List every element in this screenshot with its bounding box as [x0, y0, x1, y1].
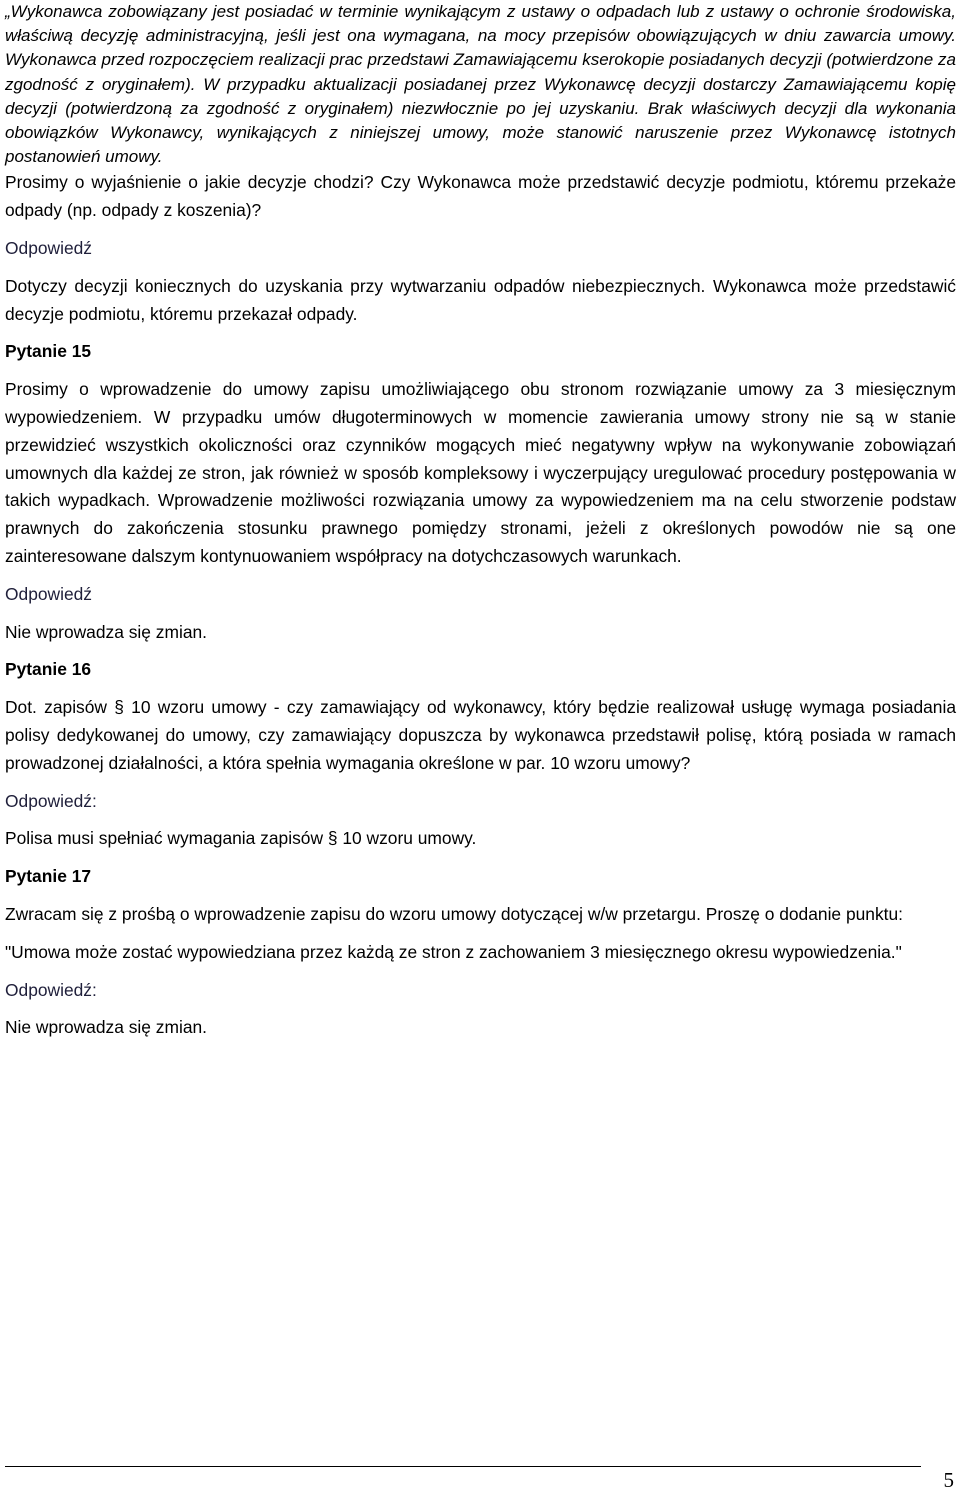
footer-rule — [5, 1466, 921, 1467]
question-16-heading: Pytanie 16 — [5, 659, 92, 680]
question-17-paragraph: Zwracam się z prośbą o wprowadzenie zapisu do wzoru umowy dotyczącej w/w przetargu. Proszę o dodanie punktu: — [5, 903, 903, 924]
answer-15-paragraph: Nie wprowadza się zmian. — [5, 621, 208, 642]
page-number: 5 — [943, 1468, 954, 1492]
answer-paragraph: Dotyczy decyzji koniecznych do uzyskania przy wytwarzaniu odpadów niebezpiecznych. Wykonawca może przedstawić decyzje podmiotu, któremu przekazał odpady. — [5, 275, 956, 324]
answer-heading: Odpowiedź — [5, 238, 93, 259]
intro-question-paragraph: Prosimy o wyjaśnienie o jakie decyzje chodzi? Czy Wykonawca może przedstawić decyzje podmiotu, któremu przekaże odpady (np. odpady z koszenia)? — [5, 172, 956, 221]
question-15-paragraph: Prosimy o wprowadzenie do umowy zapisu umożliwiającego obu stronom rozwiązanie umowy za 3 miesięcznym wypowiedzeniem. W przypadku umów długoterminowych w momencie zawierania umowy strony nie są w stanie przewidzieć wszystkich okoliczności oraz czynników mogących mieć negatywny wpływ na wykonywanie zobowiązań umownych dla każdej ze stron, jak również w sposób kompleksowy i wyczerpujący uregulować procedury postępowania w takich wypadkach. Wprowadzenie możliwości rozwiązania umowy za wypowiedzeniem ma na celu stworzenie podstaw prawnych do zakończenia stosunku prawnego pomiędzy stronami, jeżeli z określonych powodów nie są one zainteresowane dalszym kontynuowaniem współpracy na dotychczasowych warunkach. — [5, 379, 956, 566]
answer-15-heading: Odpowiedź — [5, 583, 93, 604]
question-17-quote: "Umowa może zostać wypowiedziana przez każdą ze stron z zachowaniem 3 miesięcznego okresu wypowiedzenia." — [5, 941, 902, 962]
question-16-paragraph: Dot. zapisów § 10 wzoru umowy - czy zamawiający od wykonawcy, który będzie realizował usługę wymaga posiadania polisy dedykowanej do umowy, czy zamawiający dopuszcza by wykonawca przedstawił polisę, którą posiada w ramach prowadzonej działalności, a która spełnia wymagania określone w par. 10 wzoru umowy? — [5, 697, 956, 773]
answer-16-paragraph: Polisa musi spełniać wymagania zapisów § 10 wzoru umowy. — [5, 828, 477, 849]
question-17-heading: Pytanie 17 — [5, 866, 92, 887]
document-page — [5, 0, 956, 1042]
answer-17-paragraph: Nie wprowadza się zmian. — [5, 1017, 208, 1038]
question-15-heading: Pytanie 15 — [5, 341, 92, 362]
answer-17-heading: Odpowiedź: — [5, 979, 97, 1000]
intro-quote-paragraph: „Wykonawca zobowiązany jest posiadać w terminie wynikającym z ustawy o odpadach lub z ustawy o ochronie środowiska, właściwą decyzję administracyjną, jeśli jest ona wymagana, na mocy przepisów obowiązujących w dniu zawarcia umowy. Wykonawca przed rozpoczęciem realizacji prac przedstawi Zamawiającemu kserokopie posiadanych decyzji (potwierdzone za zgodność z oryginałem). W przypadku aktualizacji posiadanej przez Wykonawcę decyzji dostarczy Zamawiającemu kopię decyzji (potwierdzoną za zgodność z oryginałem) niezwłocznie po jej uzyskaniu. Brak właściwych decyzji dla wykonania obowiązków Wykonawcy, wynikających z niniejszej umowy, może stanowić naruszenie przez Wykonawcę istotnych postanowień umowy. — [5, 2, 956, 167]
answer-16-heading: Odpowiedź: — [5, 790, 97, 811]
